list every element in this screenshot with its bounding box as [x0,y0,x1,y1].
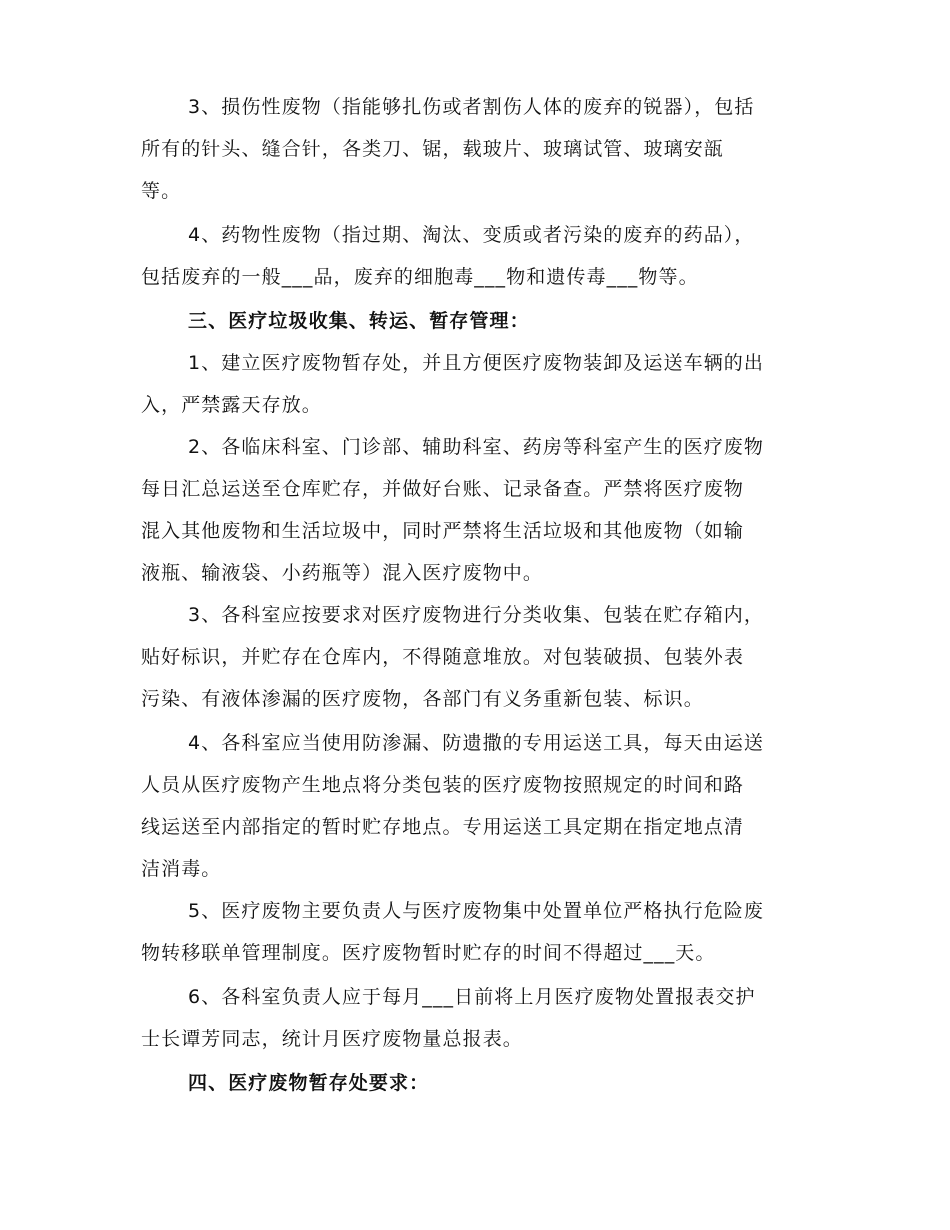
text-line: 液瓶、输液袋、小药瓶等）混入医疗废物中。 [141,562,544,584]
text-line: 所有的针头、缝合针，各类刀、锯，载玻片、玻璃试管、玻璃安瓿 [141,138,724,160]
text-line: 士长谭芳同志，统计月医疗废物量总报表。 [141,1028,523,1050]
text-line: 贴好标识，并贮存在仓库内，不得随意堆放。对包装破损、包装外表 [141,646,745,668]
text-line: 2、各临床科室、门诊部、辅助科室、药房等科室产生的医疗废物 [188,436,764,458]
text-line: 3、各科室应按要求对医疗废物进行分类收集、包装在贮存箱内， [188,604,764,626]
text-line: 污染、有液体渗漏的医疗废物，各部门有义务重新包装、标识。 [141,688,704,710]
text-line: 混入其他废物和生活垃圾中，同时严禁将生活垃圾和其他废物（如输 [141,520,745,542]
text-line: 4、药物性废物（指过期、淘汰、变质或者污染的废弃的药品）， [188,224,755,246]
text-line: 3、损伤性废物（指能够扎伤或者割伤人体的废弃的锐器），包括 [188,96,755,118]
text-line: 包括废弃的一般___品，废弃的细胞毒___物和遗传毒___物等。 [141,266,699,288]
text-line: 人员从医疗废物产生地点将分类包装的医疗废物按照规定的时间和路 [141,774,745,796]
text-line: 入，严禁露天存放。 [141,394,322,416]
text-line: 6、各科室负责人应于每月___日前将上月医疗废物处置报表交护 [188,986,756,1008]
text-line: 线运送至内部指定的暂时贮存地点。专用运送工具定期在指定地点清 [141,816,745,838]
section-heading-4: 四、医疗废物暂存处要求： [188,1072,430,1094]
text-line: 1、建立医疗废物暂存处，并且方便医疗废物装卸及运送车辆的出 [188,352,764,374]
text-line: 洁消毒。 [141,858,222,880]
section-heading-3: 三、医疗垃圾收集、转运、暂存管理： [188,310,530,332]
text-line: 5、医疗废物主要负责人与医疗废物集中处置单位严格执行危险废 [188,900,764,922]
text-line: 等。 [141,180,182,202]
text-line: 物转移联单管理制度。医疗废物暂时贮存的时间不得超过___天。 [141,942,716,964]
text-line: 每日汇总运送至仓库贮存，并做好台账、记录备查。严禁将医疗废物 [141,478,745,500]
text-line: 4、各科室应当使用防渗漏、防遗撒的专用运送工具，每天由运送 [188,732,764,754]
